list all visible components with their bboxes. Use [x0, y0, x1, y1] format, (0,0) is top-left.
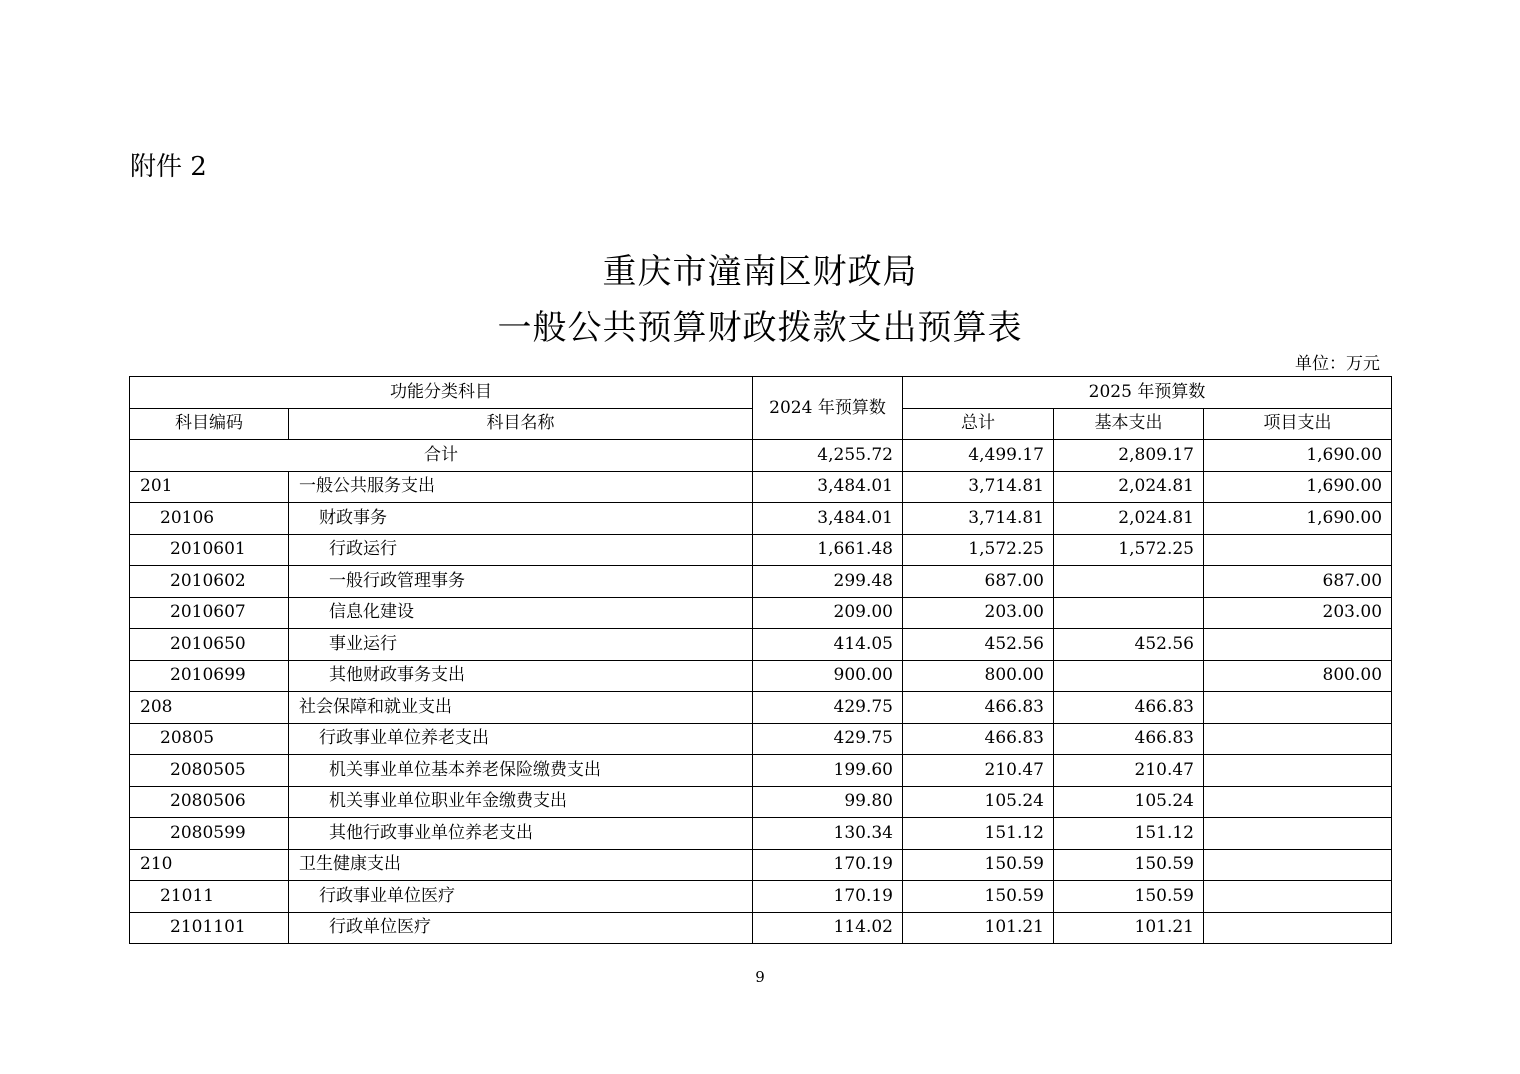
row-project: [1204, 755, 1392, 787]
row-basic: 466.83: [1054, 692, 1204, 724]
header-row-1: [130, 377, 1392, 409]
row-total: 210.47: [903, 755, 1054, 787]
row-code: 2010602: [130, 566, 289, 598]
row-2024: 199.60: [753, 755, 903, 787]
row-name: 行政运行: [289, 534, 753, 566]
row-code: 208: [130, 692, 289, 724]
row-code: 2010607: [130, 597, 289, 629]
row-2024: 3,484.01: [753, 503, 903, 535]
row-project: [1204, 818, 1392, 850]
table-row: [130, 723, 1392, 755]
page-title-line2: 一般公共预算财政拨款支出预算表: [497, 308, 1023, 348]
row-2024: 3,484.01: [753, 471, 903, 503]
page-title-line1: 重庆市潼南区财政局: [602, 252, 918, 292]
row-basic: 466.83: [1054, 723, 1204, 755]
row-code: 2080506: [130, 786, 289, 818]
row-code: 210: [130, 849, 289, 881]
row-basic: [1054, 597, 1204, 629]
row-total: 150.59: [903, 881, 1054, 913]
table-row: [130, 818, 1392, 850]
row-total: 101.21: [903, 912, 1054, 944]
row-name: 卫生健康支出: [289, 849, 753, 881]
row-basic: 1,572.25: [1054, 534, 1204, 566]
row-name: 信息化建设: [289, 597, 753, 629]
row-code: 2010601: [130, 534, 289, 566]
row-basic: 2,024.81: [1054, 503, 1204, 535]
row-basic: 452.56: [1054, 629, 1204, 661]
header-name: 科目名称: [289, 408, 753, 440]
table-row: [130, 881, 1392, 913]
row-total: 466.83: [903, 692, 1054, 724]
header-2024-budget: 2024 年预算数: [753, 377, 903, 440]
table-row: [130, 849, 1392, 881]
row-2024: 209.00: [753, 597, 903, 629]
row-project: [1204, 849, 1392, 881]
header-basic: 基本支出: [1054, 408, 1204, 440]
row-basic: 150.59: [1054, 849, 1204, 881]
row-name: 其他行政事业单位养老支出: [289, 818, 753, 850]
row-basic: 210.47: [1054, 755, 1204, 787]
header-2025-budget: 2025 年预算数: [903, 377, 1392, 409]
row-basic: 150.59: [1054, 881, 1204, 913]
row-name: 其他财政事务支出: [289, 660, 753, 692]
row-project: 1,690.00: [1204, 503, 1392, 535]
header-code: 科目编码: [130, 408, 289, 440]
row-code: 20805: [130, 723, 289, 755]
row-basic: 151.12: [1054, 818, 1204, 850]
budget-table: [129, 376, 1392, 944]
row-project: [1204, 723, 1392, 755]
row-project: [1204, 881, 1392, 913]
row-name: 一般公共服务支出: [289, 471, 753, 503]
header-project: 项目支出: [1204, 408, 1392, 440]
row-2024: 170.19: [753, 881, 903, 913]
row-total: 3,714.81: [903, 503, 1054, 535]
row-2024: 170.19: [753, 849, 903, 881]
row-total: 105.24: [903, 786, 1054, 818]
row-2024: 900.00: [753, 660, 903, 692]
row-total: 150.59: [903, 849, 1054, 881]
row-code: 20106: [130, 503, 289, 535]
row-2024: 99.80: [753, 786, 903, 818]
row-name: 行政事业单位医疗: [289, 881, 753, 913]
row-2024: 429.75: [753, 692, 903, 724]
row-code: 2010699: [130, 660, 289, 692]
row-basic: [1054, 660, 1204, 692]
row-2024: 429.75: [753, 723, 903, 755]
attachment-label: 附件 2: [130, 152, 207, 182]
header-total: 总计: [903, 408, 1054, 440]
row-total: 151.12: [903, 818, 1054, 850]
row-project: [1204, 786, 1392, 818]
total-row: [130, 440, 1392, 472]
table-row: [130, 629, 1392, 661]
row-basic: 101.21: [1054, 912, 1204, 944]
row-total: 203.00: [903, 597, 1054, 629]
row-basic: [1054, 566, 1204, 598]
row-total: 452.56: [903, 629, 1054, 661]
total-project: 1,690.00: [1204, 440, 1392, 472]
table-row: [130, 503, 1392, 535]
table-row: [130, 660, 1392, 692]
row-name: 社会保障和就业支出: [289, 692, 753, 724]
row-code: 2010650: [130, 629, 289, 661]
row-project: [1204, 629, 1392, 661]
table-row: [130, 786, 1392, 818]
page-number: 9: [755, 968, 765, 986]
row-name: 行政事业单位养老支出: [289, 723, 753, 755]
row-project: [1204, 534, 1392, 566]
row-code: 201: [130, 471, 289, 503]
row-name: 机关事业单位职业年金缴费支出: [289, 786, 753, 818]
row-name: 事业运行: [289, 629, 753, 661]
row-total: 687.00: [903, 566, 1054, 598]
total-label: 合计: [130, 440, 753, 472]
table-row: [130, 471, 1392, 503]
row-name: 财政事务: [289, 503, 753, 535]
table-row: [130, 597, 1392, 629]
row-2024: 130.34: [753, 818, 903, 850]
row-basic: 2,024.81: [1054, 471, 1204, 503]
table-row: [130, 534, 1392, 566]
row-project: 800.00: [1204, 660, 1392, 692]
row-2024: 114.02: [753, 912, 903, 944]
row-2024: 414.05: [753, 629, 903, 661]
header-func-class: 功能分类科目: [130, 377, 753, 409]
table-row: [130, 755, 1392, 787]
table-row: [130, 912, 1392, 944]
row-project: 687.00: [1204, 566, 1392, 598]
row-code: 21011: [130, 881, 289, 913]
total-basic: 2,809.17: [1054, 440, 1204, 472]
row-2024: 299.48: [753, 566, 903, 598]
row-total: 466.83: [903, 723, 1054, 755]
row-2024: 1,661.48: [753, 534, 903, 566]
table-row: [130, 692, 1392, 724]
row-code: 2080505: [130, 755, 289, 787]
row-name: 机关事业单位基本养老保险缴费支出: [289, 755, 753, 787]
total-2024: 4,255.72: [753, 440, 903, 472]
row-project: 1,690.00: [1204, 471, 1392, 503]
row-code: 2101101: [130, 912, 289, 944]
unit-label: 单位：万元: [1295, 354, 1380, 374]
row-total: 3,714.81: [903, 471, 1054, 503]
row-project: [1204, 692, 1392, 724]
row-name: 行政单位医疗: [289, 912, 753, 944]
row-basic: 105.24: [1054, 786, 1204, 818]
row-project: [1204, 912, 1392, 944]
total-total: 4,499.17: [903, 440, 1054, 472]
row-name: 一般行政管理事务: [289, 566, 753, 598]
row-total: 1,572.25: [903, 534, 1054, 566]
table-row: [130, 566, 1392, 598]
row-code: 2080599: [130, 818, 289, 850]
row-total: 800.00: [903, 660, 1054, 692]
row-project: 203.00: [1204, 597, 1392, 629]
